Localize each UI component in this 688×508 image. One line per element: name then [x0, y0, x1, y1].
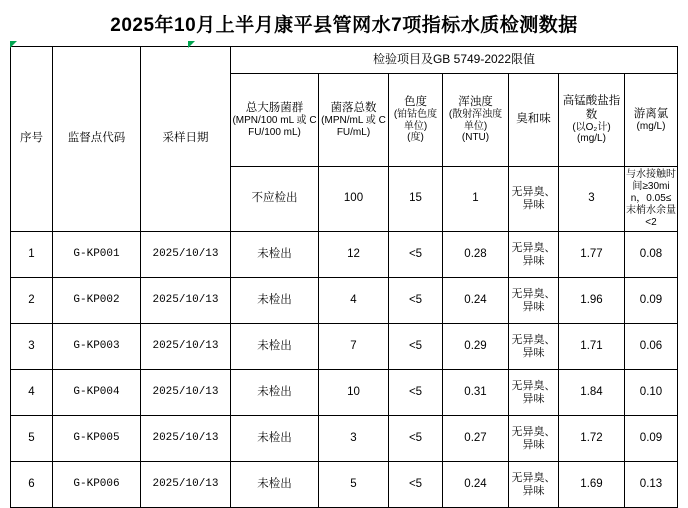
cell-sample-date: 2025/10/13	[141, 232, 231, 278]
permanganate-unit: (以O₂计)	[572, 121, 611, 133]
cell-bacteria: 7	[319, 324, 389, 370]
limit-coliform: 不应检出	[231, 167, 319, 232]
table-row	[11, 462, 678, 508]
cell-coliform: 未检出	[231, 370, 319, 416]
color-unit2: (度)	[407, 132, 424, 144]
cell-sample-date: 2025/10/13	[141, 416, 231, 462]
cell-chlorine: 0.08	[625, 232, 678, 278]
cell-index: 2	[11, 278, 53, 324]
cell-bacteria: 10	[319, 370, 389, 416]
cell-odor: 无异臭、异味	[509, 462, 559, 508]
cell-permanganate: 1.72	[559, 416, 625, 462]
table-body	[11, 232, 678, 508]
cell-chlorine: 0.09	[625, 416, 678, 462]
column-header-permanganate	[559, 74, 625, 167]
cell-color: <5	[389, 324, 443, 370]
cell-color: <5	[389, 370, 443, 416]
cell-site-code: G-KP006	[53, 462, 141, 508]
turbidity-unit: (散射浑浊度单位)	[448, 109, 503, 132]
cell-permanganate: 1.96	[559, 278, 625, 324]
table-row	[11, 324, 678, 370]
bacteria-name: 菌落总数	[330, 101, 377, 114]
page-title: 2025年10月上半月康平县管网水7项指标水质检测数据	[110, 15, 578, 36]
cell-coliform: 未检出	[231, 462, 319, 508]
cell-site-code: G-KP003	[53, 324, 141, 370]
column-header-site-code: 监督点代码	[53, 47, 141, 232]
table-row	[11, 370, 678, 416]
cell-turbidity: 0.24	[443, 278, 509, 324]
cell-chlorine: 0.10	[625, 370, 678, 416]
column-header-turbidity	[443, 74, 509, 167]
cell-index: 6	[11, 462, 53, 508]
cell-sample-date: 2025/10/13	[141, 462, 231, 508]
limit-color: 15	[389, 167, 443, 232]
column-header-group: 检验项目及GB 5749-2022限值	[231, 47, 678, 74]
table-row	[11, 416, 678, 462]
cell-permanganate: 1.69	[559, 462, 625, 508]
water-quality-table	[10, 46, 678, 508]
cell-odor: 无异臭、异味	[509, 278, 559, 324]
cell-coliform: 未检出	[231, 416, 319, 462]
cell-odor: 无异臭、异味	[509, 416, 559, 462]
column-header-color	[389, 74, 443, 167]
cell-turbidity: 0.24	[443, 462, 509, 508]
column-header-odor: 臭和味	[509, 74, 559, 167]
limit-odor: 无异臭、异味	[509, 167, 559, 232]
limit-chlorine: 与水接触时间≥30min，0.05≤末梢水余量<2	[625, 167, 678, 232]
coliform-name: 总大肠菌群	[245, 101, 304, 114]
table-row	[11, 278, 678, 324]
cell-turbidity: 0.31	[443, 370, 509, 416]
cell-index: 4	[11, 370, 53, 416]
cell-odor: 无异臭、异味	[509, 370, 559, 416]
table-row	[11, 232, 678, 278]
cell-bacteria: 3	[319, 416, 389, 462]
limit-permanganate: 3	[559, 167, 625, 232]
cell-site-code: G-KP004	[53, 370, 141, 416]
cell-sample-date: 2025/10/13	[141, 324, 231, 370]
cell-site-code: G-KP005	[53, 416, 141, 462]
turbidity-name: 浑浊度	[458, 96, 493, 109]
cell-site-code: G-KP002	[53, 278, 141, 324]
cell-sample-date: 2025/10/13	[141, 370, 231, 416]
cell-turbidity: 0.29	[443, 324, 509, 370]
cell-color: <5	[389, 462, 443, 508]
cell-permanganate: 1.71	[559, 324, 625, 370]
cell-bacteria: 4	[319, 278, 389, 324]
color-unit: (铂钴色度单位)	[393, 109, 438, 132]
cell-bacteria: 5	[319, 462, 389, 508]
column-header-coliform	[231, 74, 319, 167]
column-header-chlorine	[625, 74, 678, 167]
cell-coliform: 未检出	[231, 324, 319, 370]
cell-index: 1	[11, 232, 53, 278]
cell-permanganate: 1.77	[559, 232, 625, 278]
cell-odor: 无异臭、异味	[509, 232, 559, 278]
limit-turbidity: 1	[443, 167, 509, 232]
cell-permanganate: 1.84	[559, 370, 625, 416]
permanganate-name: 高锰酸盐指数	[562, 95, 621, 121]
cell-marker-icon-2	[188, 41, 195, 48]
cell-chlorine: 0.06	[625, 324, 678, 370]
limit-bacteria: 100	[319, 167, 389, 232]
cell-bacteria: 12	[319, 232, 389, 278]
cell-color: <5	[389, 232, 443, 278]
cell-color: <5	[389, 278, 443, 324]
cell-turbidity: 0.28	[443, 232, 509, 278]
chlorine-unit: (mg/L)	[636, 120, 666, 132]
permanganate-unit2: (mg/L)	[577, 133, 606, 145]
coliform-unit: (MPN/100 mL 或 CFU/100 mL)	[232, 115, 317, 138]
cell-chlorine: 0.13	[625, 462, 678, 508]
column-header-index: 序号	[11, 47, 53, 232]
cell-coliform: 未检出	[231, 232, 319, 278]
column-header-bacteria	[319, 74, 389, 167]
cell-index: 5	[11, 416, 53, 462]
cell-chlorine: 0.09	[625, 278, 678, 324]
table-header-group-row	[11, 47, 678, 74]
cell-sample-date: 2025/10/13	[141, 278, 231, 324]
color-name: 色度	[404, 96, 427, 109]
cell-odor: 无异臭、异味	[509, 324, 559, 370]
cell-index: 3	[11, 324, 53, 370]
cell-marker-icon	[10, 41, 17, 48]
turbidity-unit2: (NTU)	[461, 132, 490, 144]
cell-turbidity: 0.27	[443, 416, 509, 462]
chlorine-name: 游离氯	[633, 107, 669, 120]
bacteria-unit: (MPN/mL 或 CFU/mL)	[321, 115, 386, 138]
cell-coliform: 未检出	[231, 278, 319, 324]
cell-site-code: G-KP001	[53, 232, 141, 278]
column-header-sample-date: 采样日期	[141, 47, 231, 232]
cell-color: <5	[389, 416, 443, 462]
